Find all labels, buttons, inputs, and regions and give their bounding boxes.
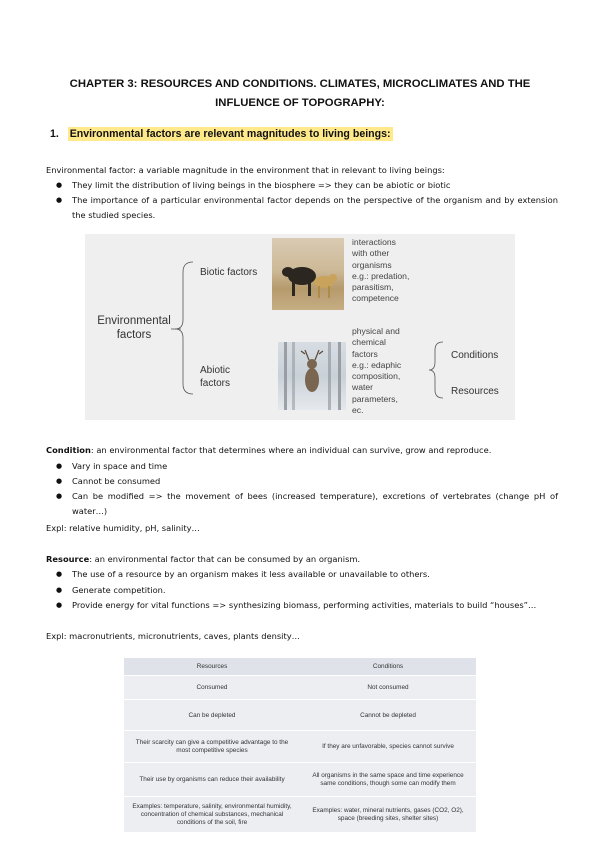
table-row — [124, 675, 476, 700]
section-heading — [50, 128, 393, 140]
condition-example: Expl: relative humidity, pH, salinity… — [46, 523, 200, 533]
resources-conditions-table — [124, 658, 476, 832]
chapter-title-line-1: CHAPTER 3: RESOURCES AND CONDITIONS. CLIMATES, MICROCLIMATES AND THE — [69, 78, 531, 90]
condition-definition — [46, 443, 491, 458]
list-item: ● Vary in space and time — [72, 459, 558, 474]
table-row — [124, 762, 476, 797]
table-header-cell: Resources — [196, 662, 228, 670]
table-cell: Not consumed — [367, 684, 409, 691]
list-item: ● Generate competition. — [72, 583, 558, 598]
section-heading-text: Environmental factors are relevant magnitudes to living beings: — [69, 128, 391, 140]
list-item: ● Can be modified => the movement of bees (increased temperature), excretions of vertebrates (change pH of water…) — [72, 489, 558, 519]
abiotic-brace — [429, 342, 443, 398]
wildebeest-and-cheetah-icon — [272, 238, 344, 310]
table-cell: If they are unfavorable, species cannot survive — [322, 743, 454, 750]
list-item: ● They limit the distribution of living beings in the biosphere => they can be abiotic or biotic — [72, 178, 558, 193]
list-item: ● Provide energy for vital functions => synthesizing biomass, performing activities, materials to build “houses”… — [72, 598, 558, 613]
table-cell: Examples: water, mineral nutrients, gases (CO2, O2), space (breeding sites, shelter sites) — [312, 807, 464, 822]
chapter-title — [30, 75, 570, 113]
table-cell: All organisms in the same space and time experience same conditions, though some can modify them — [312, 772, 464, 787]
table-cell: Can be depleted — [188, 711, 236, 719]
table-header-row — [124, 658, 476, 675]
section-number: 1. — [50, 128, 59, 140]
abiotic-description: physical and chemical factors e.g.: edaphic composition, water parameters, ec. — [352, 326, 402, 416]
deer-icon — [278, 342, 346, 410]
table-cell: Examples: temperature, salinity, environmental humidity, concentration of chemical substances, mechanical conditions of the soil, fire — [132, 803, 292, 826]
table-cell: Their use by organisms can reduce their availability — [139, 776, 285, 783]
predation-photo — [272, 238, 344, 310]
table-row — [124, 730, 476, 763]
biotic-factors-label: Biotic factors — [200, 267, 258, 278]
environmental-factors-diagram — [85, 234, 515, 420]
resource-definition — [46, 552, 360, 567]
table-cell: Their scarcity can give a competitive advantage to the most competitive species — [135, 739, 289, 754]
condition-definition-text: : an environmental factor that determines where an individual can survive, grow and reproduce. — [90, 445, 492, 455]
resources-label: Resources — [451, 386, 499, 397]
table-row — [124, 699, 476, 731]
resource-example: Expl: macronutrients, micronutrients, caves, plants density… — [46, 631, 300, 641]
table-row — [124, 796, 476, 833]
diagram-root-label: Environmental factors — [97, 315, 171, 341]
abiotic-factors-label: Abiotic factors — [200, 365, 231, 389]
environmental-factor-definition: Environmental factor: a variable magnitude in the environment that in relevant to living beings: — [46, 165, 445, 175]
snowy-forest-deer-photo — [278, 342, 346, 410]
biotic-description: interactions with other organisms e.g.: predation, parasitism, competence — [352, 237, 410, 304]
condition-term: Condition — [46, 445, 91, 455]
resource-term: Resource — [46, 554, 90, 564]
chapter-title-line-2: INFLUENCE OF TOPOGRAPHY: — [215, 97, 385, 109]
table-cell: Cannot be depleted — [360, 711, 416, 719]
conditions-label: Conditions — [451, 350, 499, 361]
list-item: ● The use of a resource by an organism makes it less available or unavailable to others. — [72, 567, 558, 582]
table-cell: Consumed — [196, 684, 228, 691]
table-header-cell: Conditions — [372, 662, 404, 670]
list-item: ● The importance of a particular environmental factor depends on the perspective of the organism and by extension the studied species. — [72, 193, 558, 223]
list-item: ● Cannot be consumed — [72, 474, 558, 489]
resource-definition-text: : an environmental factor that can be consumed by an organism. — [89, 554, 361, 564]
main-brace — [175, 262, 193, 394]
